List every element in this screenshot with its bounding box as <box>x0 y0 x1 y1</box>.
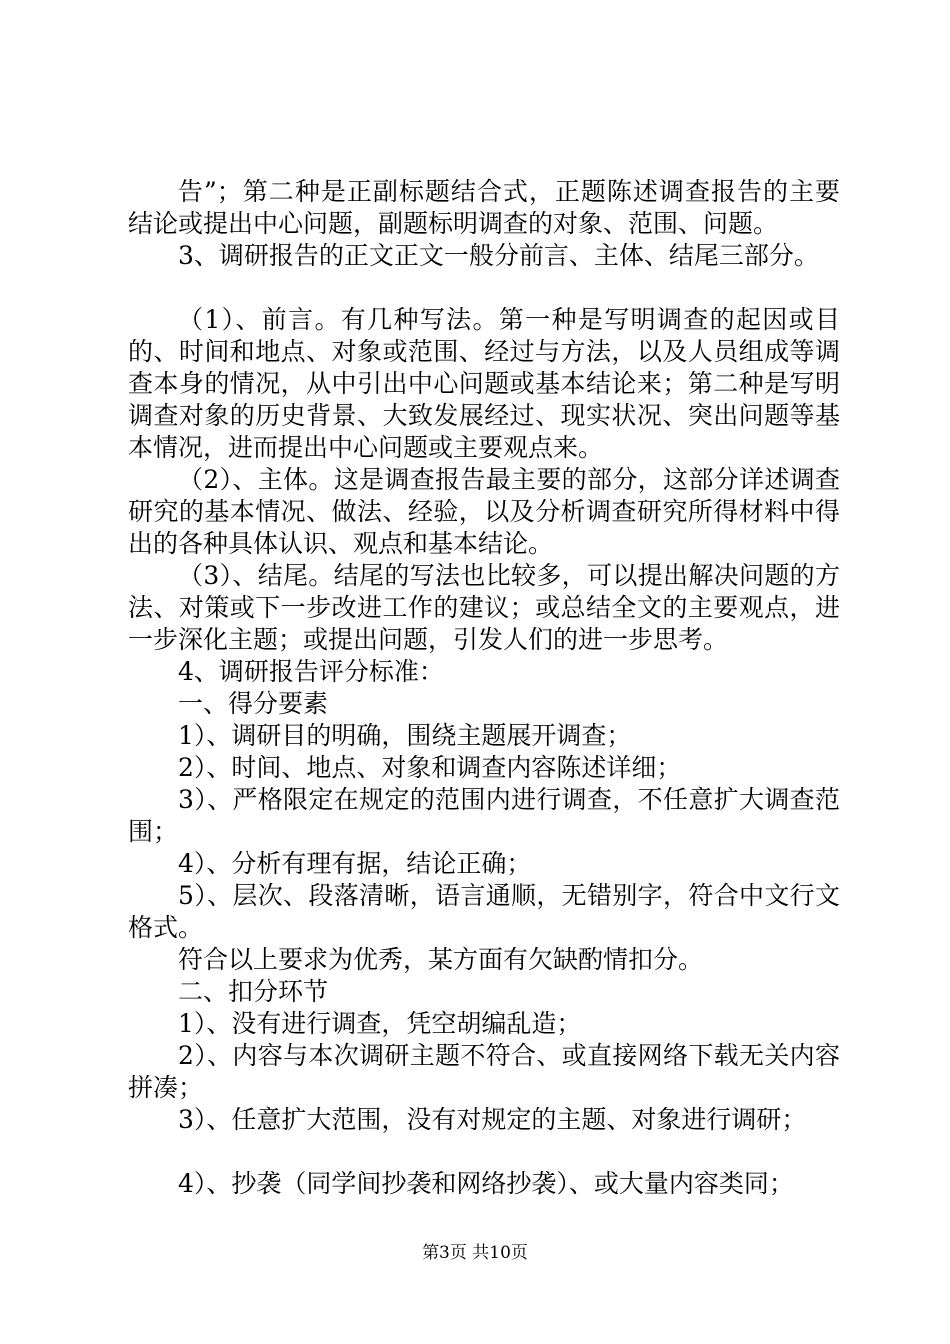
list-item: 3）、严格限定在规定的范围内进行调查，不任意扩大调查范围； <box>128 785 840 846</box>
list-item: 3）、任意扩大范围，没有对规定的主题、对象进行调研； <box>178 1105 807 1134</box>
paragraph-main-body: （2）、主体。这是调查报告最主要的部分，这部分详述调查研究的基本情况、做法、经验，以及分析调查研究所得材料中得出的各种具体认识、观点和基本结论。 <box>128 465 840 558</box>
paragraph-ending: （3）、结尾。结尾的写法也比较多，可以提出解决问题的方法、对策或下一步改进工作的建议；或总结全文的主要观点，进一步深化主题；或提出问题，引发人们的进一步思考。 <box>128 561 840 654</box>
list-item: 2）、内容与本次调研主题不符合、或直接网络下载无关内容拼凑； <box>128 1041 840 1102</box>
document-body <box>128 176 840 1200</box>
paragraph-scoring-heading: 一、得分要素 <box>178 689 329 718</box>
list-item: 4）、抄袭（同学间抄袭和网络抄袭）、或大量内容类同； <box>178 1169 794 1198</box>
paragraph-section-4: 4、调研报告评分标准： <box>178 657 444 686</box>
list-item: 2）、时间、地点、对象和调查内容陈述详细； <box>178 753 682 782</box>
paragraph-preface: （1）、前言。有几种写法。第一种是写明调查的起因或目的、时间和地点、对象或范围、经过与方法，以及人员组成等调查本身的情况，从中引出中心问题或基本结论来；第二种是写明调查对象的历史背景、大致发展经过、现实状况、突出问题等基本情况，进而提出中心问题或主要观点来。 <box>128 305 840 462</box>
list-item: 5）、层次、段落清晰，语言通顺，无错别字，符合中文行文格式。 <box>128 881 840 942</box>
list-item: 1）、调研目的明确，围绕主题展开调查； <box>178 721 632 750</box>
paragraph-deduction-heading: 二、扣分环节 <box>178 977 329 1006</box>
paragraph-title-format: 告”；第二种是正副标题结合式，正题陈述调查报告的主要结论或提出中心问题，副题标明调查的对象、范围、问题。 <box>128 177 840 238</box>
list-item: 1）、没有进行调查，凭空胡编乱造； <box>178 1009 582 1038</box>
paragraph-excellent-note: 符合以上要求为优秀，某方面有欠缺酌情扣分。 <box>178 945 704 974</box>
list-item: 4）、分析有理有据，结论正确； <box>178 849 532 878</box>
paragraph-section-3: 3、调研报告的正文正文一般分前言、主体、结尾三部分。 <box>178 241 819 270</box>
page-footer: 第3页 共10页 <box>422 1243 528 1263</box>
